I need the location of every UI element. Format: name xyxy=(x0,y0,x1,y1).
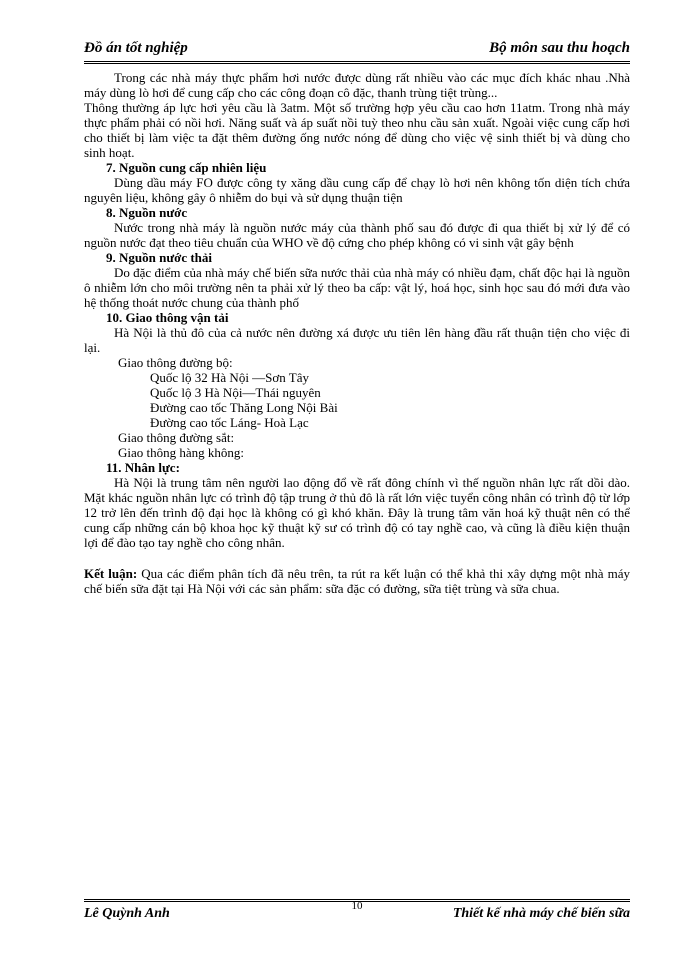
heading-wastewater: 9. Nguồn nước thải xyxy=(106,250,213,265)
heading-water-source: 8. Nguồn nước xyxy=(106,205,188,220)
heading-labor: 11. Nhân lực: xyxy=(106,460,180,475)
header-rule xyxy=(84,61,630,64)
paragraph-water-source: Nước trong nhà máy là nguồn nước máy của thành phố sau đó được đi qua thiết bị xử lý để có nguồn nước đạt theo tiêu chuẩn của WHO về độ cứng cho phép không có vi sinh vật gây bệnh xyxy=(84,220,630,250)
paragraph-wastewater: Do đặc điểm của nhà máy chế biến sữa nước thải của nhà máy có nhiều đạm, chất độc hại là nguồn ô nhiễm lớn cho môi trường nên ta phải xử lý theo ba cấp: vật lý, hoá học, sinh học sau đó mới đưa vào hệ thống thoát nước chung của thành phố xyxy=(84,265,630,310)
page-number: 10 xyxy=(351,900,363,912)
heading-fuel-supply: 7. Nguồn cung cấp nhiên liệu xyxy=(106,160,267,175)
page-footer xyxy=(84,900,630,926)
conclusion xyxy=(84,566,630,596)
footer-title: Thiết kế nhà máy chế biến sữa xyxy=(452,906,630,921)
road-item: Quốc lộ 3 Hà Nội—Thái nguyên xyxy=(150,385,321,400)
heading-transport: 10. Giao thông vận tải xyxy=(106,310,229,325)
conclusion-label: Kết luận: xyxy=(84,566,138,581)
air-transport-label: Giao thông hàng không: xyxy=(118,445,245,460)
header-right: Bộ môn sau thu hoạch xyxy=(489,40,630,56)
road-item: Quốc lộ 32 Hà Nội —Sơn Tây xyxy=(150,370,310,385)
paragraph-transport: Hà Nội là thủ đô của cả nước nên đường xá được ưu tiên lên hàng đầu rất thuận tiện cho việc đi lại. xyxy=(84,325,630,355)
paragraph-labor: Hà Nội là trung tâm nên người lao động đổ về rất đông chính vì thế nguồn nhân lực rất dồi dào. Mặt khác nguồn nhân lực có trình độ tập trung ở thủ đô là rất lớn việc tuyển công nhân có trình độ từ lớp 12 trở lên đến trình độ đại học là không có gì khó khăn. Đây là trung tâm văn hoá kỹ thuật nên có thể cung cấp những cán bộ khoa học kỹ thuật kỹ sư có trình độ có tay nghề cao, và cũng là điều kiện thuận lợi để đào tạo tay nghề cho công nhân. xyxy=(84,475,630,550)
paragraph-fuel-supply: Dùng dầu máy FO được công ty xăng dầu cung cấp để chạy lò hơi nên không tốn diện tích chứa nguyên liệu, không gây ô nhiễm do bụi và sử dụng thuận tiện xyxy=(84,175,630,205)
paragraph-steam-pressure: Thông thường áp lực hơi yêu cầu là 3atm. Một số trường hợp yêu cầu cao hơn 11atm. Trong nhà máy thực phẩm phải có nồi hơi. Năng suất và áp suất nồi tuỳ theo nhu cầu sản xuất. Ngoài việc cung cấp hơi cho thiết bị làm việc ta đặt thêm đường ống nước nóng để dùng cho việc vệ sinh thiết bị và dùng cho sinh hoạt. xyxy=(84,100,630,160)
header-left: Đồ án tốt nghiệp xyxy=(84,40,188,56)
rail-transport-label: Giao thông đường sắt: xyxy=(118,430,235,445)
footer-author: Lê Quỳnh Anh xyxy=(84,906,170,921)
paragraph-steam-usage: Trong các nhà máy thực phẩm hơi nước được dùng rất nhiều vào các mục đích khác nhau .Nhà máy dùng lò hơi để cung cấp cho các công đoạn cô đặc, thanh trùng tiệt trùng... xyxy=(84,70,630,100)
conclusion-text: Qua các điểm phân tích đã nêu trên, ta rút ra kết luận có thể khả thi xây dựng một nhà máy chế biến sữa đặt tại Hà Nội với các sản phẩm: sữa đặc có đường, sữa tiệt trùng và sữa chua. xyxy=(84,566,630,596)
page-header xyxy=(84,40,630,62)
page-body xyxy=(84,70,630,596)
road-item: Đường cao tốc Thăng Long Nội Bài xyxy=(150,400,338,415)
road-item: Đường cao tốc Láng- Hoà Lạc xyxy=(150,415,309,430)
road-transport-label: Giao thông đường bộ: xyxy=(118,355,233,370)
